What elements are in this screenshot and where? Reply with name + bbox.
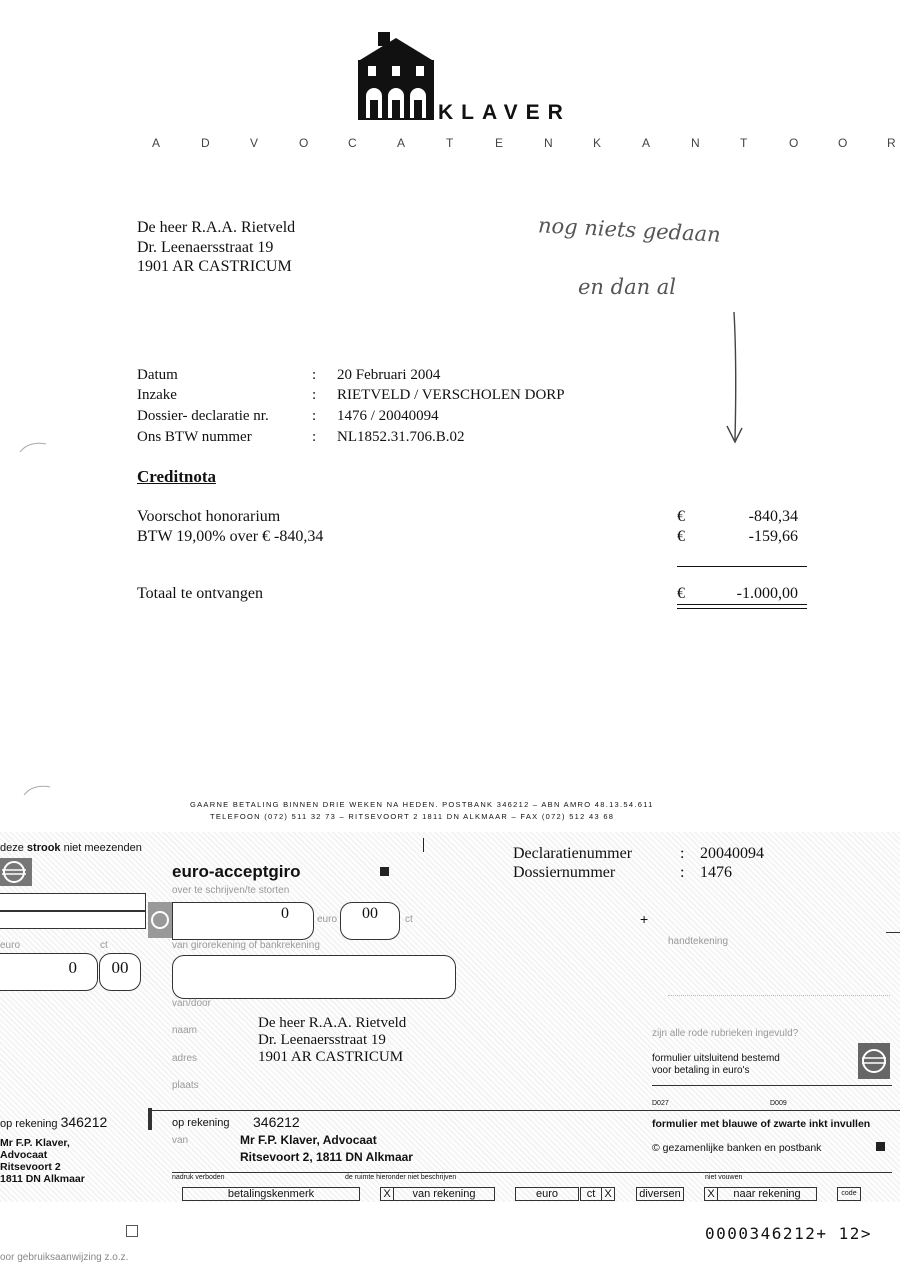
edge-tick: [886, 932, 900, 933]
stub-euro-label: euro: [0, 940, 21, 951]
stub-ct-label: ct: [100, 940, 108, 951]
stub-divider: [148, 1108, 152, 1130]
check-question: zijn alle rode rubrieken ingevuld?: [652, 1028, 799, 1039]
recipient-line: 1901 AR CASTRICUM: [137, 258, 292, 275]
van-rekening-field[interactable]: van rekening: [393, 1187, 495, 1201]
niet-vouwen-note: niet vouwen: [705, 1174, 743, 1181]
instructions-footnote: oor gebruiksaanwijzing z.o.z.: [0, 1252, 129, 1263]
declaratie-label: Declaratienummer: [513, 845, 633, 862]
payee-account: 346212: [253, 1114, 300, 1130]
payment-notice: GAARNE BETALING BINNEN DRIE WEKEN NA HEDEN. POSTBANK 346212 – ABN AMRO 48.13.54.611: [190, 800, 654, 809]
punch-mark: [18, 440, 48, 454]
van-label: van: [172, 1135, 189, 1146]
euro-logo-icon: [148, 902, 172, 938]
over-label: over te schrijven/te storten: [172, 885, 290, 896]
total-amount: -1.000,00: [736, 585, 798, 602]
ruimte-note: de ruimte hieronder niet beschrijven: [345, 1174, 457, 1181]
checkbox-x[interactable]: X: [704, 1187, 718, 1201]
declaratie-colon: :: [680, 845, 685, 862]
ct-label: ct: [405, 914, 413, 925]
ink-note: formulier met blauwe of zwarte inkt invullen: [652, 1118, 871, 1130]
vandoor-label: van/door: [172, 998, 211, 1009]
stub-header: deze strook niet meezenden: [0, 842, 142, 854]
dossier-label: Dossiernummer: [513, 864, 616, 881]
nadruk-note: nadruk verboden: [172, 1174, 225, 1181]
ct-field[interactable]: ct: [580, 1187, 602, 1201]
plus-marker: +: [640, 911, 649, 927]
ocr-line: 0000346212+ 12>: [705, 1224, 872, 1243]
declaratie-value: 20040094: [700, 845, 764, 862]
klaver-house-logo: [354, 30, 438, 122]
handwritten-note-line: nog niets gedaan: [537, 213, 722, 247]
stub-euro-amount[interactable]: 0: [0, 953, 98, 991]
total-label: Totaal te ontvangen: [137, 585, 263, 602]
diversen-field[interactable]: diversen: [636, 1187, 684, 1201]
form-code: D009: [770, 1100, 787, 1107]
payee-name: Mr F.P. Klaver, Advocaat: [240, 1133, 377, 1147]
euro-label: euro: [317, 914, 338, 925]
form-code: D027: [652, 1100, 669, 1107]
handwritten-arrow: [720, 308, 750, 448]
punch-mark: [22, 783, 52, 797]
currency-symbol: €: [677, 585, 685, 602]
plaats-label: plaats: [172, 1080, 199, 1091]
line-item-amount: -840,34: [748, 508, 798, 525]
line-item-label: BTW 19,00% over € -840,34: [137, 528, 324, 545]
subtotal-rule: [677, 566, 807, 567]
contact-notice: TELEFOON (072) 511 32 73 – RITSEVOORT 2 1811 DN ALKMAAR – FAX (072) 512 43 68: [210, 812, 615, 821]
euro-field[interactable]: euro: [515, 1187, 579, 1201]
brand-tagline: A D V O C A T E N K A N T O O R: [152, 136, 896, 150]
brand-name: KLAVER: [438, 101, 571, 124]
betalingskenmerk-field[interactable]: betalingskenmerk: [182, 1187, 360, 1201]
checkbox-x[interactable]: X: [380, 1187, 394, 1201]
stub-field[interactable]: [0, 893, 146, 911]
euro-only-note: formulier uitsluitend bestemd voor betaling in euro's: [652, 1053, 780, 1076]
euro-logo-icon: [858, 1043, 890, 1079]
signature-line[interactable]: [668, 995, 890, 996]
van-rekening-label: van girorekening of bankrekening: [172, 940, 320, 951]
line-item-label: Voorschot honorarium: [137, 508, 281, 525]
recipient-line: Dr. Leenaersstraat 19: [137, 238, 274, 256]
giro-euro-amount[interactable]: 0: [172, 902, 314, 940]
giro-account-field[interactable]: [172, 955, 456, 999]
currency-symbol: €: [677, 528, 685, 545]
stub-field[interactable]: [0, 911, 146, 929]
handwritten-note-line: en dan al: [578, 275, 677, 299]
total-double-rule: [677, 604, 807, 609]
stub-op-rekening: op rekening 346212: [0, 1114, 108, 1130]
square-marker-icon: [380, 867, 389, 876]
vertical-tick: [423, 838, 424, 852]
giro-main-rule: [152, 1110, 900, 1111]
checkbox-square[interactable]: [126, 1225, 138, 1237]
dossier-value: 1476: [700, 864, 732, 881]
op-rekening-label: op rekening: [172, 1117, 230, 1129]
signature-label: handtekening: [668, 936, 729, 947]
code-field[interactable]: code: [837, 1187, 861, 1201]
banks-note: © gezamenlijke banken en postbank: [652, 1142, 822, 1154]
currency-symbol: €: [677, 508, 685, 525]
recipient-address: [137, 218, 295, 277]
stub-ct-amount[interactable]: 00: [99, 953, 141, 991]
naar-rekening-field[interactable]: naar rekening: [717, 1187, 817, 1201]
stub-payee: Mr F.P. Klaver, Advocaat Ritsevoort 2 1811 DN Alkmaar: [0, 1137, 85, 1185]
payee-address: Ritsevoort 2, 1811 DN Alkmaar: [240, 1150, 413, 1164]
recipient-line: De heer R.A.A. Rietveld: [137, 219, 296, 236]
section-rule: [652, 1085, 892, 1086]
acceptgiro-title: euro-acceptgiro: [172, 862, 301, 881]
giro-ct-amount[interactable]: 00: [340, 902, 400, 940]
euro-logo-icon: [0, 858, 32, 886]
square-marker-icon: [876, 1142, 885, 1151]
dossier-colon: :: [680, 864, 685, 881]
creditnota-title: Creditnota: [137, 467, 217, 486]
lower-rule: [172, 1172, 892, 1173]
checkbox-x[interactable]: X: [601, 1187, 615, 1201]
adres-label: adres: [172, 1053, 198, 1064]
line-item-amount: -159,66: [748, 528, 798, 545]
naam-label: naam: [172, 1025, 198, 1036]
payer-address: De heer R.A.A. Rietveld Dr. Leenaersstraat 19 1901 AR CASTRICUM: [258, 1015, 407, 1065]
